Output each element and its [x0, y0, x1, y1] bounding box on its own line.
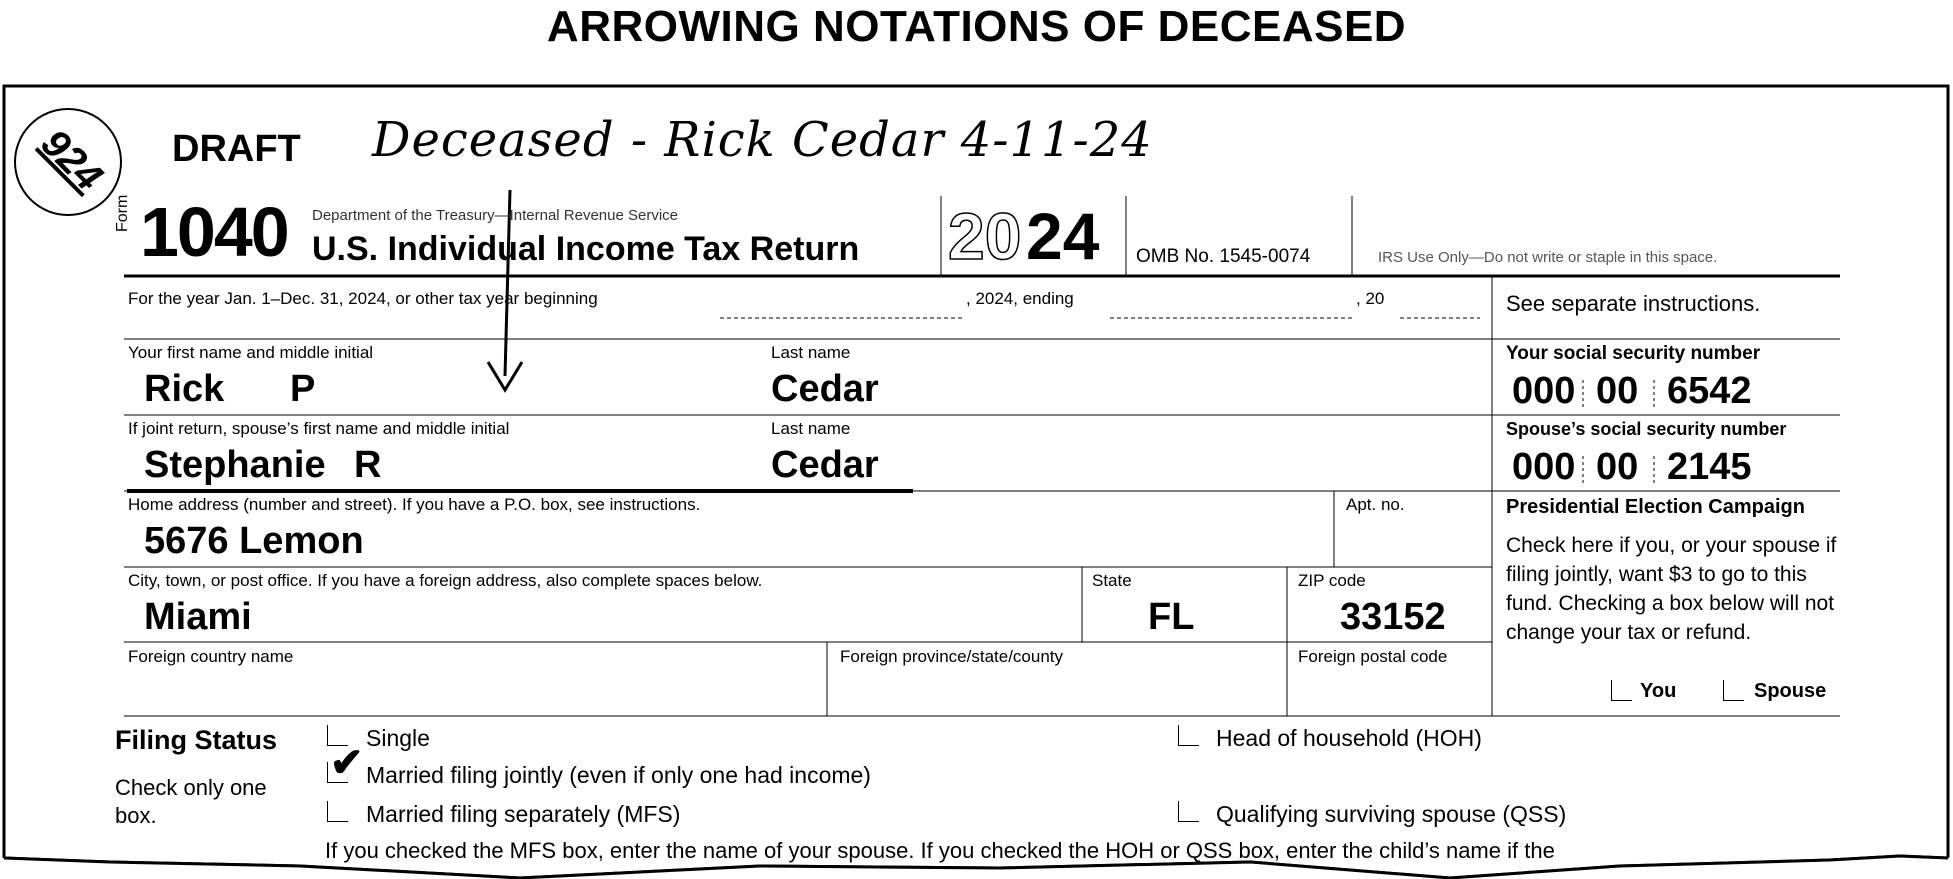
single-label: Single [366, 725, 430, 751]
irs-use-only-note: IRS Use Only—Do not write or staple in this space. [1378, 249, 1718, 266]
torn-edge [0, 850, 1953, 879]
foreign-postal-code-label: Foreign postal code [1298, 647, 1448, 666]
home-address-value[interactable]: 5676 Lemon [144, 520, 364, 562]
tax-year-suffix: , 20 [1356, 289, 1385, 308]
married-filing-jointly-label: Married filing jointly (even if only one had income) [366, 762, 871, 788]
see-instructions-note: See separate instructions. [1506, 291, 1761, 316]
tax-year-ending-label: , 2024, ending [966, 289, 1074, 308]
tax-year-outline: 20 [948, 199, 1022, 273]
spouse-first-name-value[interactable]: Stephanie [144, 444, 326, 486]
state-label: State [1092, 571, 1132, 590]
zip-code-label: ZIP code [1298, 571, 1366, 590]
qualifying-surviving-spouse-label: Qualifying surviving spouse (QSS) [1216, 801, 1567, 827]
filing-status-title: Filing Status [115, 725, 277, 755]
spouse-first-name-label: If joint return, spouse’s first name and middle initial [128, 419, 510, 438]
filing-status-hint: Check only one box. [115, 775, 267, 828]
mfs-instruction-note: If you checked the MFS box, enter the name of your spouse. If you checked the HOH or QSS box, enter the child’s name if the [325, 838, 1555, 863]
handwritten-deceased-note: Deceased - Rick Cedar 4-11-24 [372, 112, 1153, 168]
married-filing-separately-checkbox[interactable] [327, 801, 348, 822]
page-heading: ARROWING NOTATIONS OF DECEASED [546, 2, 1407, 51]
omb-number: OMB No. 1545-0074 [1136, 246, 1311, 267]
home-address-label: Home address (number and street). If you have a P.O. box, see instructions. [128, 495, 701, 514]
presidential-campaign-title: Presidential Election Campaign [1506, 496, 1805, 518]
middle-initial-value[interactable]: P [290, 368, 316, 410]
spouse-ssn-part-3[interactable]: 2145 [1667, 446, 1752, 488]
spouse-ssn-part-2[interactable]: 00 [1596, 446, 1639, 488]
spouse-middle-initial-value[interactable]: R [354, 444, 382, 486]
state-value[interactable]: FL [1148, 596, 1195, 638]
city-value[interactable]: Miami [144, 596, 252, 638]
spouse-last-name-label: Last name [771, 419, 851, 438]
foreign-province-label: Foreign province/state/county [840, 647, 1064, 666]
pec-you-label: You [1640, 680, 1677, 702]
tax-year-solid: 24 [1026, 199, 1100, 273]
married-filing-separately-label: Married filing separately (MFS) [366, 801, 681, 827]
qualifying-surviving-spouse-checkbox[interactable] [1178, 801, 1199, 822]
spouse-ssn-part-1[interactable]: 000 [1512, 446, 1576, 488]
pec-you-checkbox[interactable] [1611, 680, 1632, 701]
circled-stamp: 924 [14, 108, 122, 216]
draft-label: DRAFT [172, 128, 301, 170]
form-number: 1040 [140, 193, 288, 271]
head-of-household-checkbox[interactable] [1178, 725, 1199, 746]
presidential-campaign-text: Check here if you, or your spouse if filing jointly, want $3 to go to this fund. Checking a box below will not change your tax or refund. [1506, 534, 1837, 644]
form-word: Form [114, 194, 131, 232]
apt-no-label: Apt. no. [1346, 495, 1405, 514]
pec-spouse-checkbox[interactable] [1723, 680, 1744, 701]
city-label: City, town, or post office. If you have a foreign address, also complete spaces below. [128, 571, 763, 590]
zip-code-value[interactable]: 33152 [1340, 596, 1446, 638]
ssn-part-2[interactable]: 00 [1596, 370, 1639, 412]
pec-spouse-label: Spouse [1754, 680, 1827, 702]
tax-year-label: For the year Jan. 1–Dec. 31, 2024, or other tax year beginning [128, 289, 598, 308]
checkmark-icon: ✔ [330, 741, 364, 785]
form-title: U.S. Individual Income Tax Return [312, 230, 860, 268]
spouse-ssn-label: Spouse’s social security number [1506, 419, 1787, 439]
first-name-label: Your first name and middle initial [128, 343, 374, 362]
first-name-value[interactable]: Rick [144, 368, 225, 410]
head-of-household-label: Head of household (HOH) [1216, 725, 1482, 751]
last-name-label: Last name [771, 343, 851, 362]
department-label: Department of the Treasury—Internal Revenue Service [312, 207, 679, 224]
ssn-part-3[interactable]: 6542 [1667, 370, 1752, 412]
foreign-country-label: Foreign country name [128, 647, 294, 666]
ssn-part-1[interactable]: 000 [1512, 370, 1576, 412]
ssn-label: Your social security number [1506, 343, 1761, 364]
last-name-value[interactable]: Cedar [771, 368, 879, 410]
spouse-last-name-value[interactable]: Cedar [771, 444, 879, 486]
